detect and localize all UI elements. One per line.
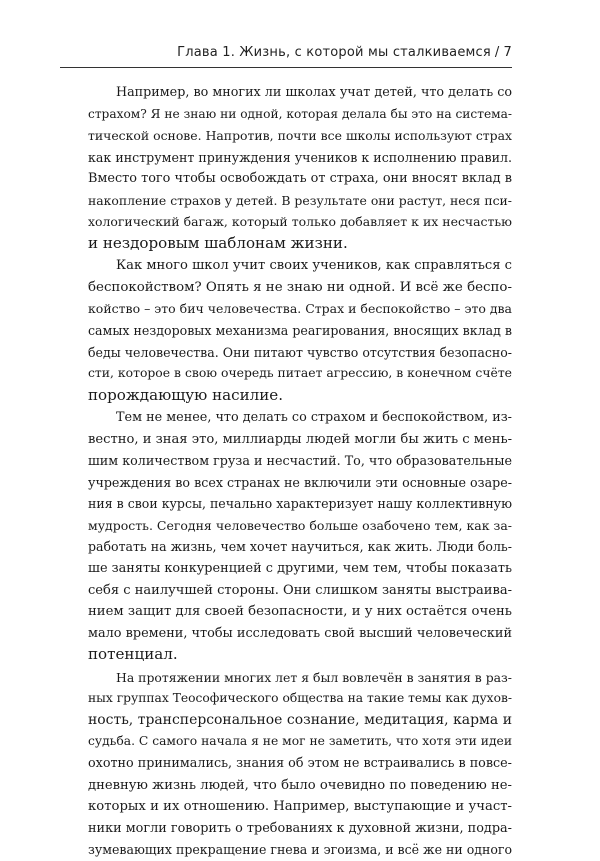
text-line: страхом? Я не знаю ни одной, которая делала бы это на система-	[88, 106, 512, 121]
body-text	[88, 82, 512, 861]
text-line: беды человечества. Они питают чувство отсутствия безопасно-	[88, 344, 512, 360]
text-line: судьба. С самого начала я не мог не заметить, что хотя эти идеи	[88, 734, 512, 749]
text-line: Как много школ учит своих учеников, как справляться с	[116, 258, 512, 274]
text-line: тической основе. Напротив, почти все школы используют страх	[88, 128, 512, 144]
text-line: учреждения во всех странах не включили эти основные озаре-	[88, 474, 512, 490]
text-line: и нездоровым шаблонам жизни.	[88, 233, 348, 252]
text-line: ники могли говорить о требованиях к духовной жизни, подра-	[88, 820, 512, 836]
text-line: ше заняты конкуренцией с другими, чем тем, чтобы показать	[88, 561, 512, 577]
text-line: охотно принимались, знания об этом не встраивались в повсе-	[88, 755, 512, 771]
paragraph	[88, 407, 512, 666]
paragraph	[88, 667, 512, 861]
text-line: беспокойством? Опять я не знаю ни одной. И всё же беспо-	[88, 279, 512, 295]
text-line: мудрость. Сегодня человечество больше озабочено тем, как за-	[88, 517, 512, 533]
chapter-title: Глава 1. Жизнь, с которой мы сталкиваемся	[177, 45, 491, 60]
text-line: самых нездоровых механизма реагирования, вносящих вклад в	[88, 323, 512, 339]
text-line: дневную жизнь людей, что было очевидно по поведению не-	[88, 777, 512, 793]
text-line: Тем не менее, что делать со страхом и беспокойством, из-	[116, 410, 512, 426]
text-line: мало времени, чтобы исследовать свой высший человеческий	[88, 625, 512, 641]
text-line: как инструмент принуждения учеников к исполнению правил.	[88, 149, 512, 165]
text-line: работать на жизнь, чем хочет научиться, как жить. Люди боль-	[88, 539, 512, 555]
text-line: ность, трансперсональное сознание, медитация, карма и	[88, 711, 512, 728]
text-line: сти, которое в свою очередь питает агрессию, в конечном счёте	[88, 366, 512, 381]
text-line: себя с наилучшей стороны. Они слишком заняты выстраива-	[88, 582, 512, 598]
paragraph	[88, 255, 512, 406]
text-line: На протяжении многих лет я был вовлечён в занятия в раз-	[116, 669, 512, 685]
text-line: ных группах Теософического общества на такие темы как духов-	[88, 691, 512, 706]
text-line: которых и их отношению. Например, выступающие и участ-	[88, 799, 512, 815]
text-line: Вместо того чтобы освобождать от страха, они вносят вклад в	[88, 171, 512, 187]
running-head	[60, 45, 512, 60]
text-line: Например, во многих ли школах учат детей, что делать со	[116, 85, 512, 100]
text-line: хологический багаж, который только добавляет к их несчастью	[88, 214, 512, 230]
text-line: шим количеством груза и несчастий. То, что образовательные	[88, 453, 512, 469]
paragraph	[88, 82, 512, 254]
page-number: 7	[503, 45, 512, 60]
text-line: койство – это бич человечества. Страх и беспокойство – это два	[88, 301, 512, 317]
text-line: зумевающих прекращение гнева и эгоизма, и всё же ни одного	[88, 842, 513, 858]
text-line: ния в свои курсы, печально характеризует нашу коллективную	[88, 496, 512, 512]
text-line: нием защит для своей безопасности, и у них остаётся очень	[88, 604, 512, 620]
text-line: накопление страхов у детей. В результате они растут, неся пси-	[88, 192, 512, 208]
text-line: порождающую насилие.	[88, 385, 284, 404]
text-line: вестно, и зная это, миллиарды людей могли бы жить с мень-	[88, 431, 513, 447]
head-separator: /	[494, 45, 500, 60]
text-line: потенциал.	[88, 645, 178, 664]
header-rule	[60, 67, 512, 68]
